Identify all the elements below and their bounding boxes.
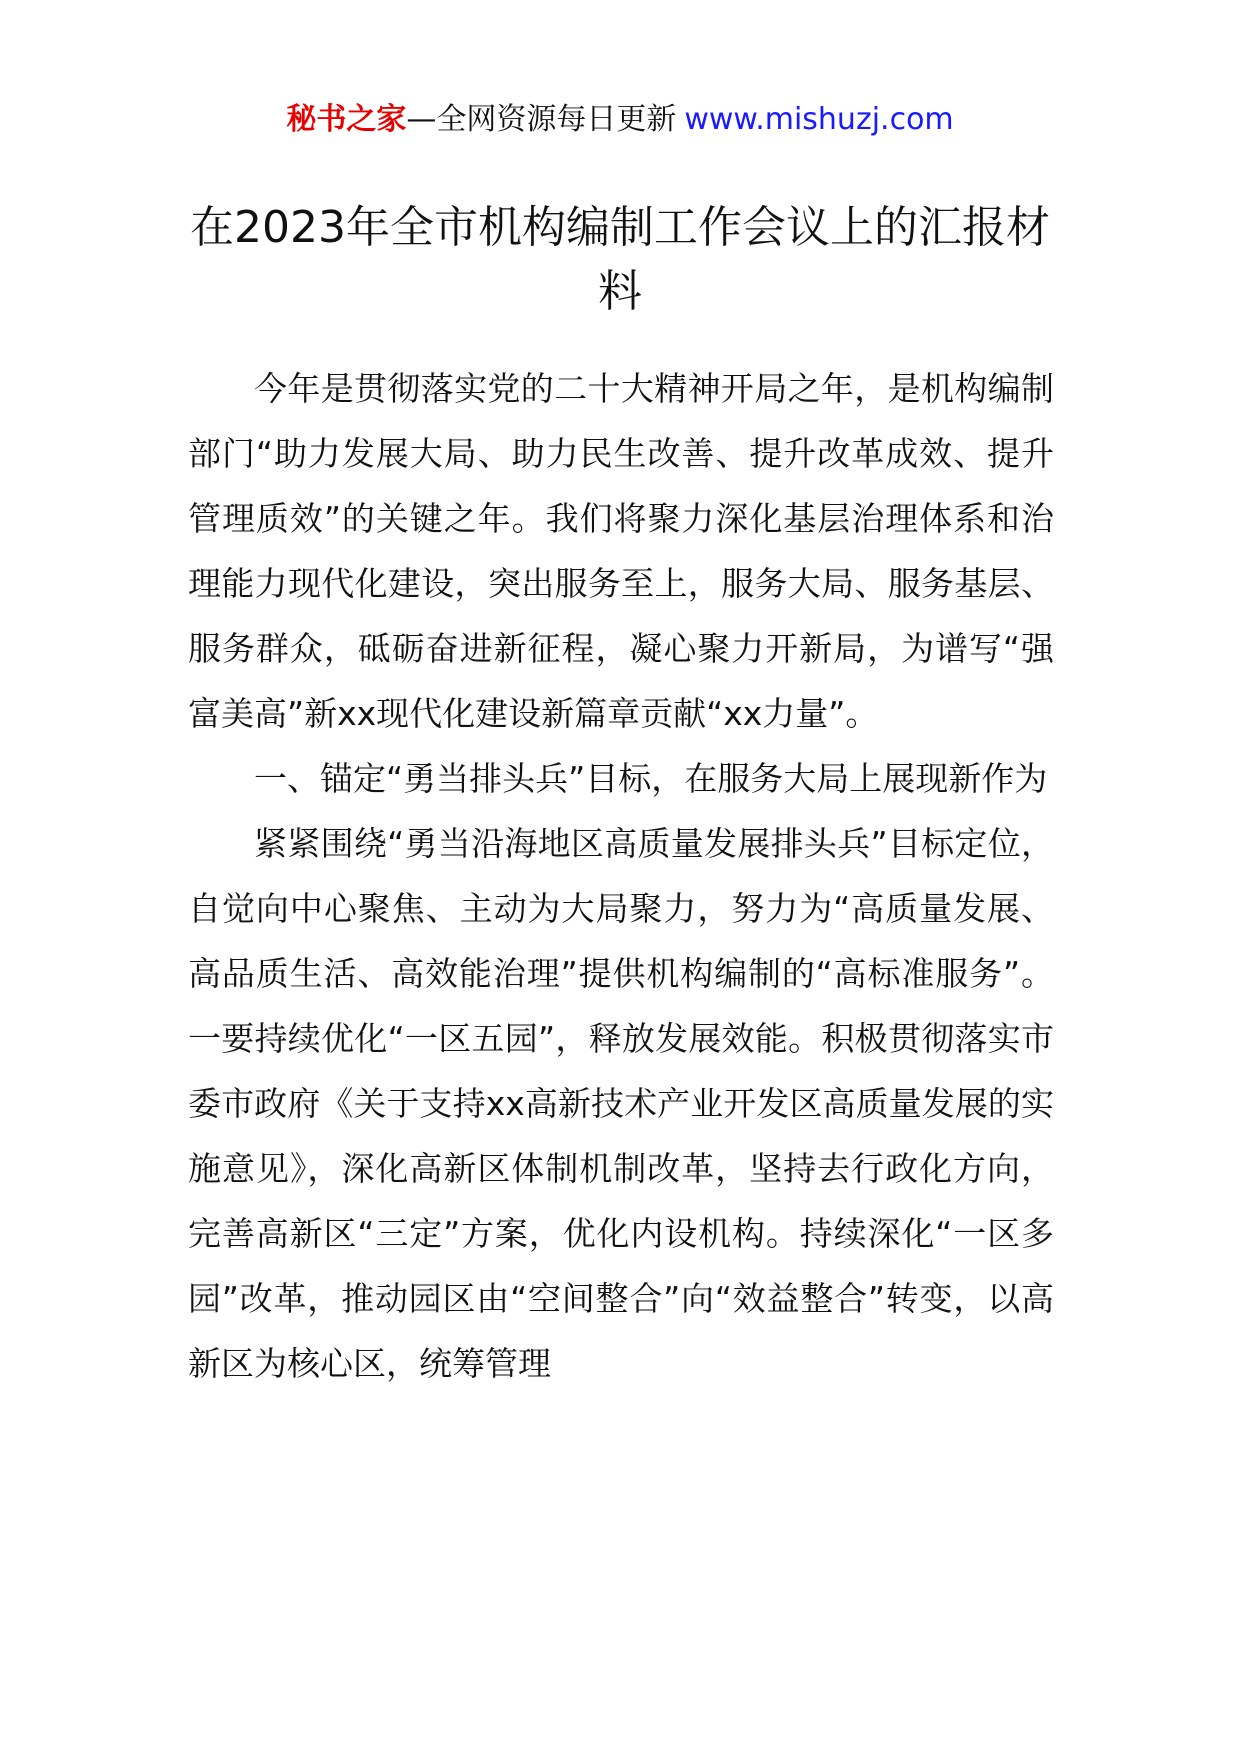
brand-name: 秘书之家 [286, 102, 407, 137]
header-tagline: —全网资源每日更新 [406, 102, 677, 137]
site-header-banner [0, 100, 1240, 140]
paragraph-intro: 今年是贯彻落实党的二十大精神开局之年，是机构编制部门“助力发展大局、助力民生改善、提升改革成效、提升管理质效”的关键之年。我们将聚力深化基层治理体系和治理能力现代化建设，突出服务至上，服务大局、服务基层、服务群众，砥砺奋进新征程，凝心聚力开新局，为谱写“强富美高”新xx现代化建设新篇章贡献“xx力量”。 [188, 369, 1054, 733]
document-title: 在2023年全市机构编制工作会议上的汇报材料 [190, 202, 1050, 317]
paragraph-section-1: 紧紧围绕“勇当沿海地区高质量发展排头兵”目标定位，自觉向中心聚焦、主动为大局聚力，努力为“高质量发展、高品质生活、高效能治理”提供机构编制的“高标准服务”。一要持续优化“一区五园”，释放发展效能。积极贯彻落实市委市政府《关于支持xx高新技术产业开发区高质量发展的实施意见》，深化高新区体制机制改革，坚持去行政化方向，完善高新区“三定”方案，优化内设机构。持续深化“一区多园”改革，推动园区由“空间整合”向“效益整合”转变，以高新区为核心区，统筹管理 [188, 824, 1054, 1383]
document-body [188, 356, 1054, 1396]
site-url-link[interactable]: www.mishuzj.com [684, 102, 954, 137]
section-heading-1: 一、锚定“勇当排头兵”目标，在服务大局上展现新作为 [254, 759, 1048, 798]
